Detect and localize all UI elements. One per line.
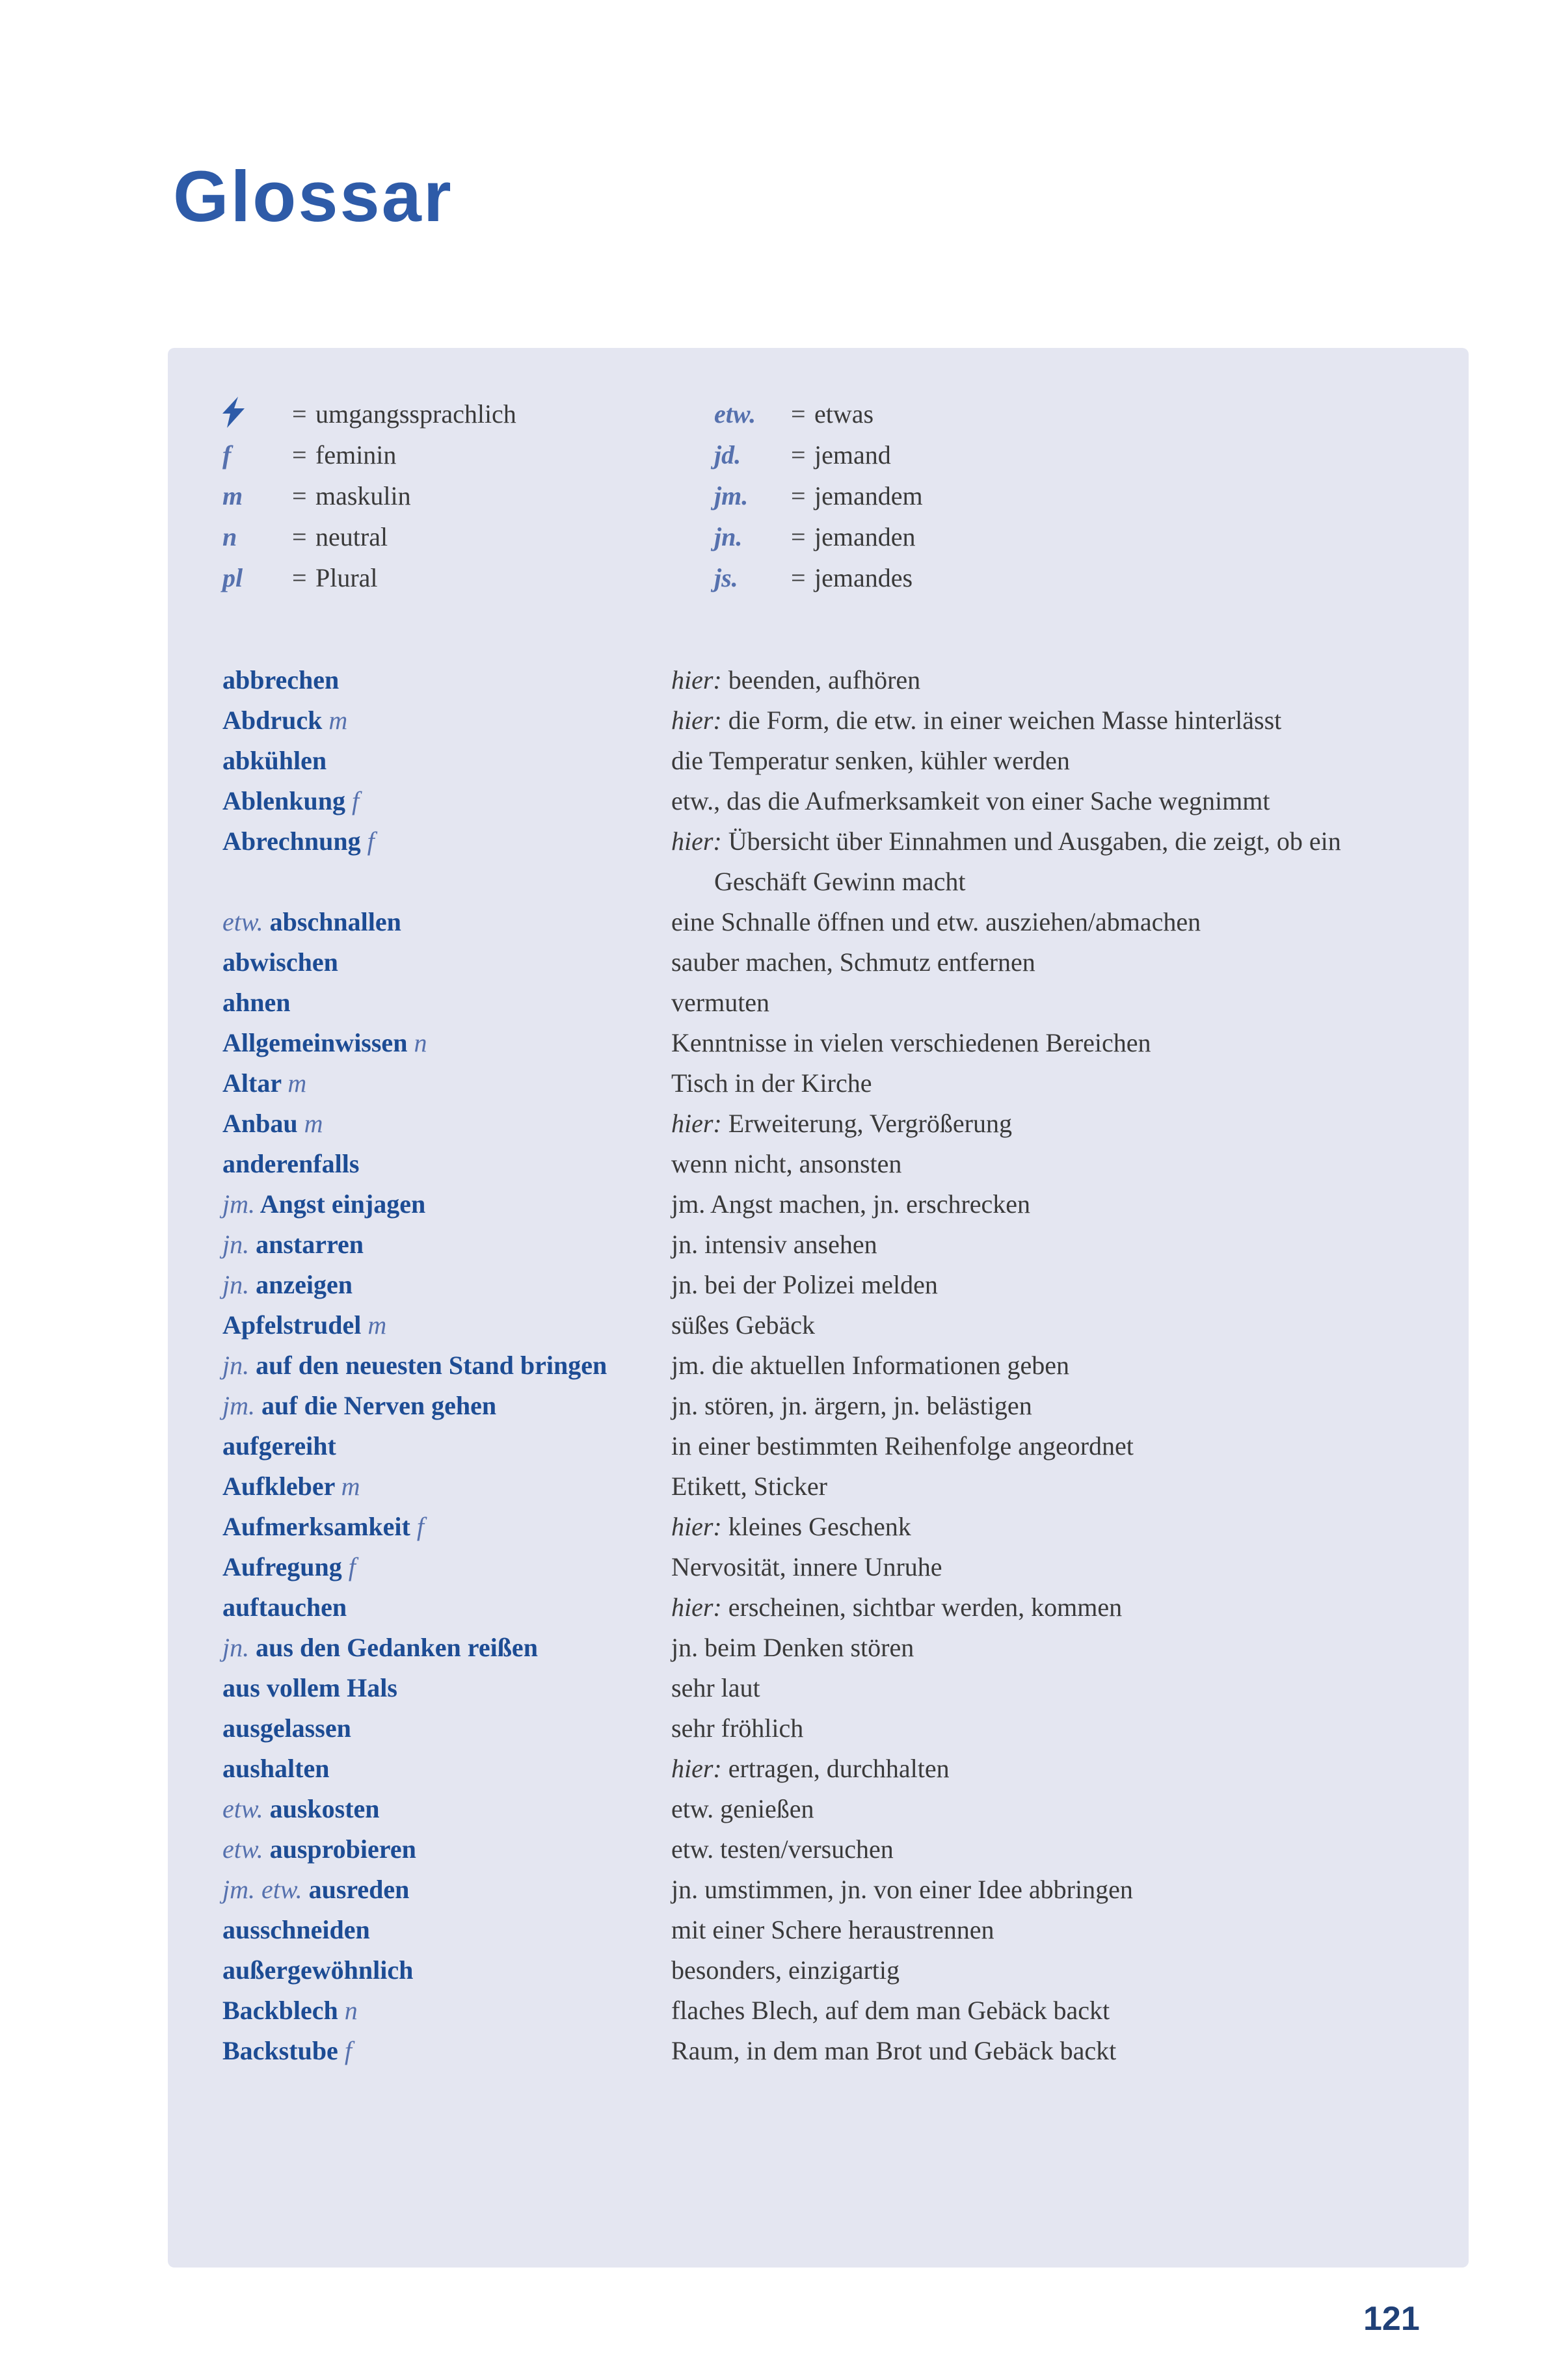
entry-definition bbox=[671, 1950, 1428, 1990]
entry-term bbox=[222, 700, 671, 741]
glossary-entry bbox=[222, 1345, 1428, 1386]
glossary-entry bbox=[222, 1749, 1428, 1789]
entry-definition bbox=[671, 1829, 1428, 1870]
term-prefix: etw. bbox=[222, 1794, 263, 1823]
entry-definition bbox=[671, 741, 1428, 781]
legend-equals: = bbox=[292, 440, 307, 469]
glossary-entry bbox=[222, 983, 1428, 1023]
entry-definition bbox=[671, 1265, 1428, 1305]
entry-term bbox=[222, 1870, 671, 1910]
term-text: auskosten bbox=[269, 1794, 380, 1823]
legend-row bbox=[222, 516, 714, 557]
term-gender: m bbox=[328, 706, 348, 735]
definition-text: Übersicht über Einnahmen und Ausgaben, die zeigt, ob ein Geschäft Gewinn macht bbox=[714, 826, 1341, 896]
entry-definition bbox=[671, 1870, 1428, 1910]
term-text: aus den Gedanken reißen bbox=[256, 1633, 538, 1662]
glossary-entry bbox=[222, 1265, 1428, 1305]
legend-row bbox=[714, 516, 1428, 557]
term-gender: n bbox=[344, 1996, 358, 2025]
entry-definition bbox=[671, 1587, 1428, 1628]
legend-meaning: feminin bbox=[315, 440, 397, 469]
term-gender: m bbox=[304, 1109, 323, 1138]
definition-text: ertragen, durchhalten bbox=[728, 1754, 950, 1783]
term-text: außergewöhnlich bbox=[222, 1955, 414, 1985]
glossary-entry bbox=[222, 902, 1428, 942]
entry-term bbox=[222, 1628, 671, 1668]
entry-definition bbox=[671, 1305, 1428, 1345]
definition-text: die Temperatur senken, kühler werden bbox=[671, 746, 1070, 775]
definition-text: jm. Angst machen, jn. erschrecken bbox=[671, 1189, 1031, 1219]
term-text: Apfelstrudel bbox=[222, 1310, 362, 1340]
legend-abbr: jm. bbox=[714, 481, 749, 510]
glossary-entry bbox=[222, 1305, 1428, 1345]
legend-equals: = bbox=[791, 563, 806, 592]
entry-definition bbox=[671, 1426, 1428, 1466]
entry-term bbox=[222, 1990, 671, 2031]
term-gender: m bbox=[341, 1472, 360, 1501]
definition-text: sauber machen, Schmutz entfernen bbox=[671, 947, 1035, 977]
entry-term bbox=[222, 983, 671, 1023]
page-number: 121 bbox=[1363, 2300, 1420, 2338]
legend-meaning: etwas bbox=[814, 399, 874, 429]
legend-meaning: maskulin bbox=[315, 481, 411, 510]
legend-abbr: js. bbox=[714, 563, 738, 592]
term-text: auf den neuesten Stand bringen bbox=[256, 1351, 607, 1380]
glossary-entry bbox=[222, 1668, 1428, 1708]
entry-definition bbox=[671, 1547, 1428, 1587]
entry-term bbox=[222, 1265, 671, 1305]
glossary-entry bbox=[222, 1829, 1428, 1870]
term-text: Aufmerksamkeit bbox=[222, 1512, 410, 1541]
glossary-entry bbox=[222, 1184, 1428, 1224]
glossary-entry bbox=[222, 1950, 1428, 1990]
term-prefix: jn. bbox=[222, 1633, 250, 1662]
legend-column-left bbox=[222, 393, 714, 598]
legend-abbr: pl bbox=[222, 563, 243, 592]
term-text: auftauchen bbox=[222, 1593, 347, 1622]
glossary-entry bbox=[222, 2031, 1428, 2071]
definition-text: kleines Geschenk bbox=[728, 1512, 911, 1541]
definition-text: Nervosität, innere Unruhe bbox=[671, 1552, 942, 1581]
entry-term bbox=[222, 1426, 671, 1466]
entry-term bbox=[222, 1023, 671, 1063]
term-text: auf die Nerven gehen bbox=[261, 1391, 497, 1420]
term-prefix: etw. bbox=[222, 1834, 263, 1864]
glossary-entry bbox=[222, 1789, 1428, 1829]
term-text: Aufregung bbox=[222, 1552, 342, 1581]
glossary-entries bbox=[222, 660, 1428, 2071]
term-gender: f bbox=[344, 2036, 352, 2065]
legend-abbr: jn. bbox=[714, 522, 743, 551]
definition-text: Erweiterung, Vergrößerung bbox=[728, 1109, 1012, 1138]
entry-definition bbox=[671, 902, 1428, 942]
glossary-entry bbox=[222, 1628, 1428, 1668]
legend-equals: = bbox=[791, 440, 806, 469]
legend-column-right bbox=[714, 393, 1428, 598]
definition-text: eine Schnalle öffnen und etw. ausziehen/abmachen bbox=[671, 907, 1201, 936]
definition-hier-label: hier: bbox=[671, 1512, 722, 1541]
legend-equals: = bbox=[292, 563, 307, 592]
term-gender: f bbox=[348, 1552, 356, 1581]
legend-row bbox=[714, 434, 1428, 475]
entry-definition bbox=[671, 1990, 1428, 2031]
entry-term bbox=[222, 1224, 671, 1265]
entry-definition bbox=[671, 1063, 1428, 1104]
term-text: Altar bbox=[222, 1068, 282, 1098]
legend-meaning: Plural bbox=[315, 563, 378, 592]
entry-term bbox=[222, 1466, 671, 1507]
term-text: Backstube bbox=[222, 2036, 338, 2065]
definition-text: flaches Blech, auf dem man Gebäck backt bbox=[671, 1996, 1110, 2025]
legend-abbr: n bbox=[222, 522, 237, 551]
entry-term bbox=[222, 1910, 671, 1950]
term-prefix: jn. bbox=[222, 1351, 250, 1380]
definition-text: jm. die aktuellen Informationen geben bbox=[671, 1351, 1070, 1380]
entry-term bbox=[222, 1668, 671, 1708]
glossary-entry bbox=[222, 660, 1428, 700]
entry-term bbox=[222, 1547, 671, 1587]
entry-definition bbox=[671, 1386, 1428, 1426]
term-text: anzeigen bbox=[256, 1270, 353, 1299]
entry-definition bbox=[671, 1507, 1428, 1547]
term-text: ausschneiden bbox=[222, 1915, 370, 1944]
legend-abbr: f bbox=[222, 440, 232, 469]
entry-term bbox=[222, 741, 671, 781]
legend-meaning: jemanden bbox=[814, 522, 916, 551]
term-text: abbrechen bbox=[222, 665, 340, 694]
entry-definition bbox=[671, 1224, 1428, 1265]
page-title: Glossar bbox=[173, 157, 453, 237]
term-prefix: jn. bbox=[222, 1270, 250, 1299]
entry-term bbox=[222, 1587, 671, 1628]
legend-meaning: jemand bbox=[814, 440, 891, 469]
legend-abbr: m bbox=[222, 481, 243, 510]
definition-text: in einer bestimmten Reihenfolge angeordnet bbox=[671, 1431, 1134, 1461]
entry-term bbox=[222, 1507, 671, 1547]
lightning-icon bbox=[222, 397, 245, 428]
definition-text: sehr fröhlich bbox=[671, 1713, 804, 1743]
term-gender: f bbox=[351, 786, 360, 815]
term-text: Abdruck bbox=[222, 706, 323, 735]
legend-row bbox=[222, 434, 714, 475]
term-text: aufgereiht bbox=[222, 1431, 336, 1461]
term-gender: f bbox=[416, 1512, 424, 1541]
legend-row bbox=[714, 475, 1428, 516]
entry-definition bbox=[671, 2031, 1428, 2071]
definition-text: Kenntnisse in vielen verschiedenen Bereichen bbox=[671, 1028, 1151, 1057]
legend-equals: = bbox=[292, 522, 307, 551]
lightning-icon bbox=[222, 393, 292, 434]
entry-term bbox=[222, 1789, 671, 1829]
entry-term bbox=[222, 1063, 671, 1104]
term-text: ausprobieren bbox=[269, 1834, 416, 1864]
legend-equals: = bbox=[292, 399, 307, 429]
entry-definition bbox=[671, 942, 1428, 983]
entry-term bbox=[222, 1950, 671, 1990]
glossary-entry bbox=[222, 1708, 1428, 1749]
legend-row bbox=[714, 393, 1428, 434]
definition-hier-label: hier: bbox=[671, 1109, 722, 1138]
definition-text: Etikett, Sticker bbox=[671, 1472, 827, 1501]
definition-hier-label: hier: bbox=[671, 1754, 722, 1783]
glossary-entry bbox=[222, 1507, 1428, 1547]
glossary-entry bbox=[222, 1547, 1428, 1587]
term-text: abkühlen bbox=[222, 746, 327, 775]
definition-text: etw., das die Aufmerksamkeit von einer Sache wegnimmt bbox=[671, 786, 1270, 815]
entry-definition bbox=[671, 1628, 1428, 1668]
term-text: Anbau bbox=[222, 1109, 298, 1138]
definition-text: die Form, die etw. in einer weichen Masse hinterlässt bbox=[728, 706, 1282, 735]
entry-definition bbox=[671, 1749, 1428, 1789]
legend bbox=[222, 393, 1428, 598]
legend-meaning: jemandem bbox=[814, 481, 923, 510]
term-text: abschnallen bbox=[269, 907, 401, 936]
definition-text: besonders, einzigartig bbox=[671, 1955, 900, 1985]
term-text: Allgemeinwissen bbox=[222, 1028, 408, 1057]
definition-hier-label: hier: bbox=[671, 826, 722, 856]
glossary-entry bbox=[222, 1426, 1428, 1466]
glossary-entry bbox=[222, 1587, 1428, 1628]
entry-term bbox=[222, 1104, 671, 1144]
definition-text: etw. testen/versuchen bbox=[671, 1834, 894, 1864]
glossary-entry bbox=[222, 1870, 1428, 1910]
glossary-entry bbox=[222, 1990, 1428, 2031]
term-text: Angst einjagen bbox=[260, 1189, 426, 1219]
definition-text: jn. bei der Polizei melden bbox=[671, 1270, 938, 1299]
entry-definition bbox=[671, 781, 1428, 821]
legend-abbr: jd. bbox=[714, 440, 741, 469]
entry-definition bbox=[671, 660, 1428, 700]
definition-text: wenn nicht, ansonsten bbox=[671, 1149, 902, 1178]
glossary-entry bbox=[222, 1386, 1428, 1426]
definition-hier-label: hier: bbox=[671, 1593, 722, 1622]
legend-abbr: etw. bbox=[714, 399, 756, 429]
legend-equals: = bbox=[791, 522, 806, 551]
term-text: ausgelassen bbox=[222, 1713, 351, 1743]
legend-meaning: umgangssprachlich bbox=[315, 399, 516, 429]
term-text: abwischen bbox=[222, 947, 338, 977]
definition-text: jn. intensiv ansehen bbox=[671, 1230, 877, 1259]
entry-definition bbox=[671, 1789, 1428, 1829]
term-text: aus vollem Hals bbox=[222, 1673, 397, 1702]
entry-definition bbox=[671, 1466, 1428, 1507]
entry-term bbox=[222, 1144, 671, 1184]
term-gender: n bbox=[414, 1028, 427, 1057]
definition-text: beenden, aufhören bbox=[728, 665, 921, 694]
definition-text: mit einer Schere heraustrennen bbox=[671, 1915, 994, 1944]
entry-term bbox=[222, 1184, 671, 1224]
legend-row bbox=[714, 557, 1428, 598]
definition-text: vermuten bbox=[671, 988, 770, 1017]
entry-definition bbox=[671, 700, 1428, 741]
glossary-entry bbox=[222, 1023, 1428, 1063]
entry-definition bbox=[671, 1104, 1428, 1144]
entry-term bbox=[222, 1829, 671, 1870]
glossary-entry bbox=[222, 1063, 1428, 1104]
legend-equals: = bbox=[292, 481, 307, 510]
term-text: aushalten bbox=[222, 1754, 330, 1783]
entry-definition bbox=[671, 1184, 1428, 1224]
term-prefix: jm. bbox=[222, 1391, 255, 1420]
term-text: anderenfalls bbox=[222, 1149, 360, 1178]
definition-hier-label: hier: bbox=[671, 665, 722, 694]
legend-meaning: neutral bbox=[315, 522, 388, 551]
entry-definition bbox=[671, 1023, 1428, 1063]
entry-term bbox=[222, 1305, 671, 1345]
term-text: Aufkleber bbox=[222, 1472, 335, 1501]
entry-term bbox=[222, 1386, 671, 1426]
glossary-entry bbox=[222, 821, 1428, 902]
term-prefix: jm. etw. bbox=[222, 1875, 302, 1904]
entry-term bbox=[222, 902, 671, 942]
definition-text: jn. umstimmen, jn. von einer Idee abbringen bbox=[671, 1875, 1133, 1904]
entry-definition bbox=[671, 1708, 1428, 1749]
glossary-entry bbox=[222, 700, 1428, 741]
term-text: ahnen bbox=[222, 988, 291, 1017]
entry-term bbox=[222, 2031, 671, 2071]
entry-definition bbox=[671, 1345, 1428, 1386]
entry-definition bbox=[671, 983, 1428, 1023]
glossary-entry bbox=[222, 1144, 1428, 1184]
definition-text: jn. stören, jn. ärgern, jn. belästigen bbox=[671, 1391, 1032, 1420]
legend-meaning: jemandes bbox=[814, 563, 913, 592]
legend-row bbox=[222, 557, 714, 598]
entry-definition bbox=[671, 1910, 1428, 1950]
legend-equals: = bbox=[791, 399, 806, 429]
term-text: Ablenkung bbox=[222, 786, 345, 815]
term-text: ausreden bbox=[308, 1875, 410, 1904]
definition-text: jn. beim Denken stören bbox=[671, 1633, 914, 1662]
term-gender: m bbox=[287, 1068, 307, 1098]
definition-text: Tisch in der Kirche bbox=[671, 1068, 872, 1098]
glossary-entry bbox=[222, 1224, 1428, 1265]
definition-text: etw. genießen bbox=[671, 1794, 814, 1823]
definition-text: süßes Gebäck bbox=[671, 1310, 816, 1340]
entry-term bbox=[222, 1708, 671, 1749]
term-prefix: jm. bbox=[222, 1189, 255, 1219]
legend-equals: = bbox=[791, 481, 806, 510]
glossary-entry bbox=[222, 1910, 1428, 1950]
entry-term bbox=[222, 821, 671, 862]
glossary-box bbox=[168, 348, 1469, 2268]
definition-text: erscheinen, sichtbar werden, kommen bbox=[728, 1593, 1123, 1622]
glossary-entry bbox=[222, 1466, 1428, 1507]
entry-term bbox=[222, 942, 671, 983]
entry-term bbox=[222, 781, 671, 821]
definition-text: Raum, in dem man Brot und Gebäck backt bbox=[671, 2036, 1117, 2065]
term-text: Backblech bbox=[222, 1996, 338, 2025]
entry-term bbox=[222, 1345, 671, 1386]
definition-hier-label: hier: bbox=[671, 706, 722, 735]
glossary-entry bbox=[222, 741, 1428, 781]
entry-definition bbox=[671, 821, 1428, 902]
term-text: Abrechnung bbox=[222, 826, 361, 856]
entry-term bbox=[222, 1749, 671, 1789]
definition-text: sehr laut bbox=[671, 1673, 760, 1702]
term-gender: m bbox=[367, 1310, 387, 1340]
term-prefix: jn. bbox=[222, 1230, 250, 1259]
glossary-entry bbox=[222, 942, 1428, 983]
entry-term bbox=[222, 660, 671, 700]
entry-definition bbox=[671, 1144, 1428, 1184]
glossary-entry bbox=[222, 1104, 1428, 1144]
legend-row bbox=[222, 475, 714, 516]
term-gender: f bbox=[367, 826, 375, 856]
term-text: anstarren bbox=[256, 1230, 364, 1259]
glossary-entry bbox=[222, 781, 1428, 821]
legend-row bbox=[222, 393, 714, 434]
term-prefix: etw. bbox=[222, 907, 263, 936]
entry-definition bbox=[671, 1668, 1428, 1708]
